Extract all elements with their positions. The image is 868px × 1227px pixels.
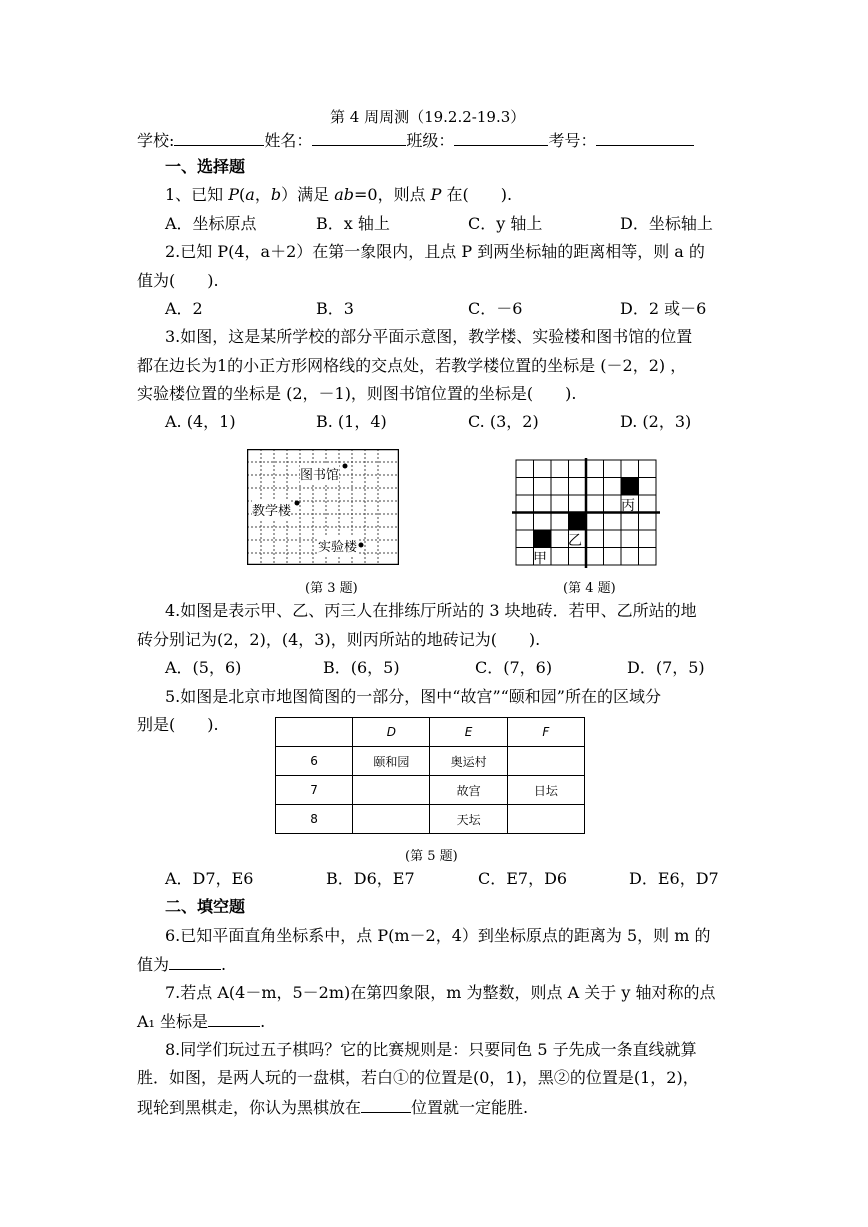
q3-option-d[interactable]: D. (2，3): [620, 412, 692, 431]
table-cell: [507, 805, 584, 834]
table-cell: 奥运村: [430, 747, 507, 776]
label-jia: 甲: [533, 551, 547, 567]
school-blank[interactable]: [174, 129, 264, 146]
lab-building-point: [359, 543, 364, 548]
figure-4-caption: (第 4 题): [563, 581, 616, 596]
table-cell: [353, 805, 430, 834]
question-2-line-1: 2.已知 P(4，a＋2）在第一象限内，且点 P 到两坐标轴的距离相等，则 a 的: [165, 242, 705, 261]
q4-option-c[interactable]: C．(7，6): [475, 658, 553, 677]
q2-option-c[interactable]: C．－6: [468, 299, 523, 318]
lab-building-label: 实验楼: [318, 536, 357, 555]
table-cell: [507, 747, 584, 776]
table-cell: 8: [276, 805, 353, 834]
q6-answer-blank[interactable]: [169, 953, 221, 970]
q1-option-a[interactable]: A．坐标原点: [165, 214, 257, 233]
q4-option-b[interactable]: B．(6，5): [323, 658, 400, 677]
question-8-line-1: 8.同学们玩过五子棋吗？它的比赛规则是：只要同色 5 子先成一条直线就算: [165, 1040, 697, 1059]
exam-no-label: 考号：: [548, 131, 597, 150]
teaching-building-label: 教学楼: [252, 500, 291, 519]
section-fill-heading: 二、填空题: [165, 897, 246, 916]
label-bing: 丙: [621, 498, 635, 514]
library-label: 图书馆: [300, 464, 339, 483]
q1-option-d[interactable]: D．坐标轴上: [620, 214, 713, 233]
q3-option-a[interactable]: A. (4，1): [165, 412, 236, 431]
question-4-line-2: 砖分别记为(2，2)，(4，3)，则丙所站的地砖记为( ).: [137, 630, 541, 649]
question-5-line-2: 别是( ).: [137, 715, 219, 734]
exam-no-blank[interactable]: [596, 129, 694, 146]
question-3-line-2: 都在边长为1的小正方形网格线的交点处，若教学楼位置的坐标是 (－2，2) ，: [137, 356, 687, 375]
table-cell: D: [353, 718, 430, 747]
figure-3-caption: (第 3 题): [305, 581, 358, 596]
q5-option-c[interactable]: C．E7，D6: [478, 869, 568, 888]
tile-yi: [569, 513, 587, 531]
table-row: [276, 805, 585, 834]
tile-jia: [534, 530, 552, 548]
page-title: 第 4 周周测（19.2.2-19.3）: [330, 108, 526, 126]
section-choice-heading: 一、选择题: [165, 157, 246, 176]
class-label: 班级：: [406, 131, 455, 150]
q1-option-c[interactable]: C．y 轴上: [468, 214, 543, 233]
tile-bing: [621, 478, 639, 496]
table-cell: [276, 718, 353, 747]
question-8-line-3: 现轮到黑棋走，你认为黑棋放在 位置就一定能胜.: [137, 1098, 529, 1117]
question-3-line-3: 实验楼位置的坐标是 (2，－1)，则图书馆位置的坐标是( ).: [137, 384, 577, 403]
question-7-line-1: 7.若点 A(4－m，5－2m)在第四象限，m 为整数，则点 A 关于 y 轴对称的点: [165, 983, 716, 1002]
label-yi: 乙: [568, 533, 582, 549]
table-cell: E: [430, 718, 507, 747]
table-row: [276, 776, 585, 805]
question-6-line-1: 6.已知平面直角坐标系中，点 P(m－2，4）到坐标原点的距离为 5，则 m 的: [165, 926, 711, 945]
class-blank[interactable]: [454, 129, 548, 146]
school-label: 学校:: [137, 131, 175, 150]
name-blank[interactable]: [312, 129, 406, 146]
question-3-line-1: 3.如图，这是某所学校的部分平面示意图，教学楼、实验楼和图书馆的位置: [165, 327, 693, 346]
q2-option-d[interactable]: D．2 或－6: [620, 299, 707, 318]
table-cell: 6: [276, 747, 353, 776]
figure-5-caption: (第 5 题): [405, 849, 458, 864]
beijing-map-table: [275, 717, 585, 834]
q2-option-a[interactable]: A．2: [165, 299, 203, 318]
table-cell: 7: [276, 776, 353, 805]
table-cell: 故宫: [430, 776, 507, 805]
table-cell: F: [507, 718, 584, 747]
teaching-building-point: [295, 501, 300, 506]
question-6-line-2: 值为 .: [137, 955, 227, 974]
q4-option-a[interactable]: A．(5，6): [165, 658, 242, 677]
table-header-row: [276, 718, 585, 747]
question-2-line-2: 值为( ).: [137, 271, 219, 290]
question-4-line-1: 4.如图是表示甲、乙、丙三人在排练厅所站的 3 块地砖．若甲、乙所站的地: [165, 601, 697, 620]
name-label: 姓名：: [264, 131, 313, 150]
q7-answer-blank[interactable]: [208, 1010, 260, 1027]
q3-option-c[interactable]: C. (3，2): [468, 412, 539, 431]
student-info-line: [137, 129, 694, 152]
q5-option-a[interactable]: A．D7，E6: [165, 869, 254, 888]
q1-option-b[interactable]: B．x 轴上: [316, 214, 390, 233]
q5-option-d[interactable]: D．E6，D7: [629, 869, 719, 888]
table-row: [276, 747, 585, 776]
q2-option-b[interactable]: B．3: [316, 299, 354, 318]
question-8-line-2: 胜．如图，是两人玩的一盘棋，若白①的位置是(0，1)，黑②的位置是(1，2)，: [137, 1068, 699, 1087]
table-cell: [353, 776, 430, 805]
question-5-line-1: 5.如图是北京市地图简图的一部分，图中“故宫”“颐和园”所在的区域分: [165, 687, 661, 706]
question-1: 1、已知 P(a，b）满足 ab=0，则点 P 在( ).: [165, 185, 513, 204]
library-point: [343, 464, 348, 469]
q5-option-b[interactable]: B．D6，E7: [326, 869, 415, 888]
question-7-line-2: A₁ 坐标是 .: [137, 1012, 266, 1031]
table-cell: 颐和园: [353, 747, 430, 776]
table-cell: 天坛: [430, 805, 507, 834]
table-cell: 日坛: [507, 776, 584, 805]
q3-option-b[interactable]: B. (1，4): [316, 412, 387, 431]
q8-answer-blank[interactable]: [361, 1096, 411, 1113]
q4-option-d[interactable]: D．(7，5): [627, 658, 705, 677]
